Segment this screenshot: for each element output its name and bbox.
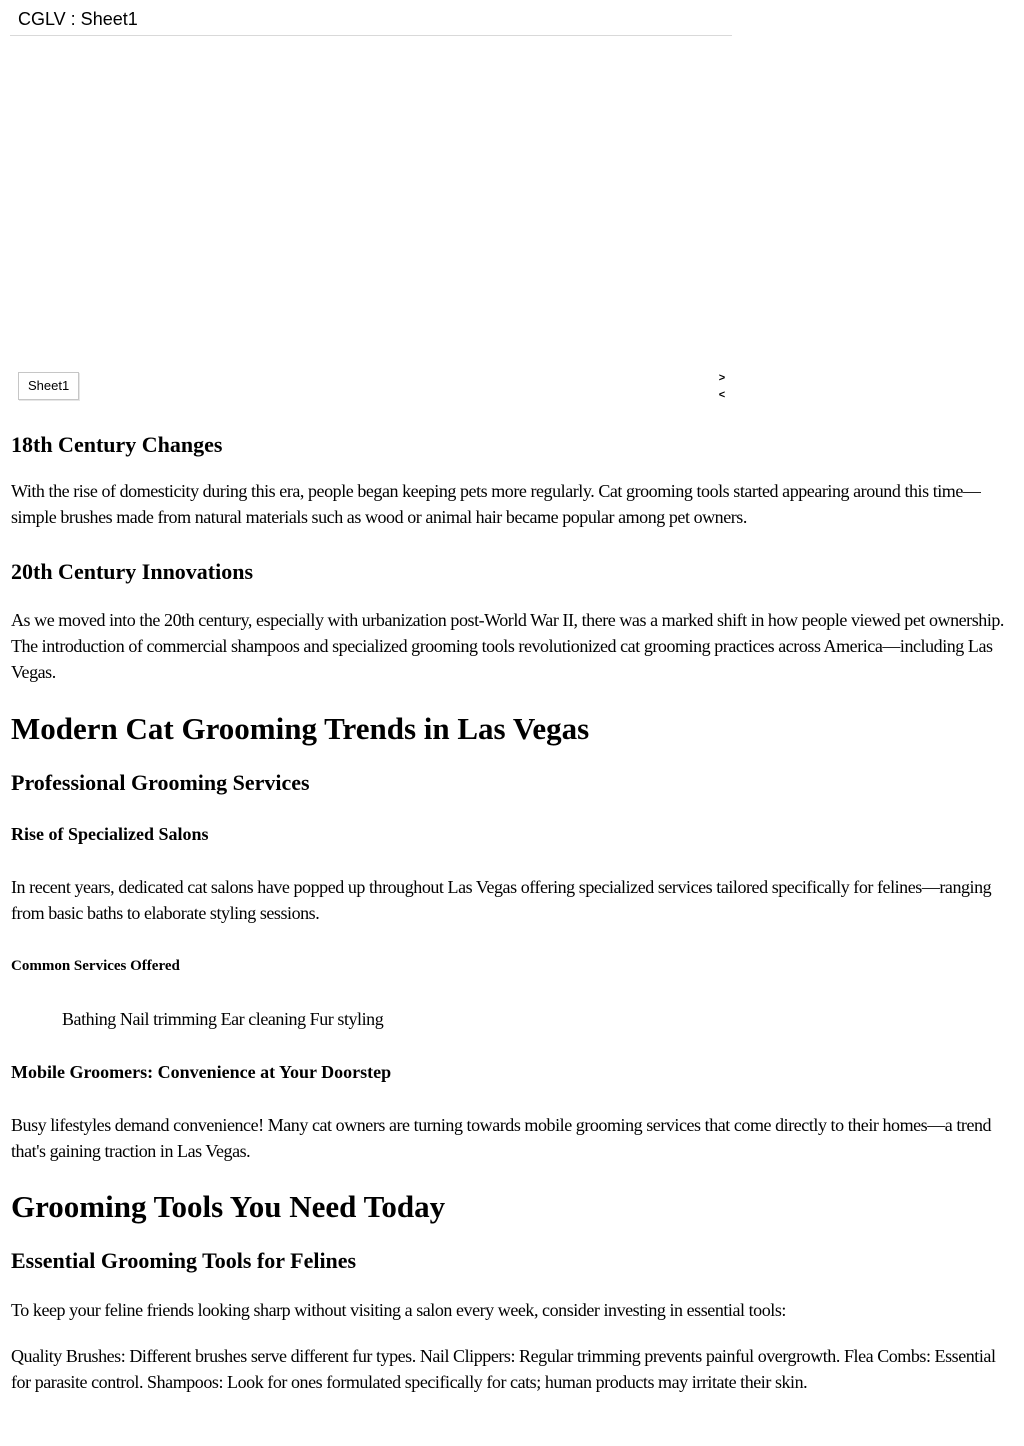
heading-modern-trends: Modern Cat Grooming Trends in Las Vegas (11, 711, 590, 746)
list-services-offered: Bathing Nail trimming Ear cleaning Fur styling (62, 1009, 384, 1029)
article-body (11, 428, 1014, 1395)
tab-scroll-prev-icon[interactable]: < (718, 389, 726, 401)
tab-scroll-next-icon[interactable]: > (718, 372, 726, 384)
heading-20th-century: 20th Century Innovations (11, 559, 254, 584)
paragraph-20th-century: As we moved into the 20th century, especially with urbanization post-World War II, there was a marked shift in how people viewed pet ownership. The introduction of commercial shampoos and specialized grooming tools revolutionized cat grooming practices across America—including Las Vegas. (11, 610, 1004, 682)
heading-specialized-salons: Rise of Specialized Salons (11, 824, 209, 844)
sheet-tab-bar (10, 368, 732, 404)
paragraph-18th-century: With the rise of domesticity during this era, people began keeping pets more regularly. Cat grooming tools started appearing around this time—simple brushes made from natural materials such as wood or animal hair became popular among pet owners. (11, 481, 981, 527)
heading-common-services: Common Services Offered (11, 958, 180, 974)
heading-mobile-groomers: Mobile Groomers: Convenience at Your Doorstep (11, 1062, 392, 1082)
sheet-title: CGLV : Sheet1 (10, 4, 732, 36)
spreadsheet-embed-area[interactable] (10, 40, 732, 365)
paragraph-tools-list: Quality Brushes: Different brushes serve different fur types. Nail Clippers: Regular trimming prevents painful overgrowth. Flea Combs: Essential for parasite control. Shampoos: Look for ones formulated specifically for cats; human products may irritate their skin. (11, 1346, 996, 1392)
paragraph-essential-tools: To keep your feline friends looking sharp without visiting a salon every week, consider investing in essential tools: (11, 1300, 786, 1320)
paragraph-specialized-salons: In recent years, dedicated cat salons have popped up throughout Las Vegas offering specialized services tailored specifically for felines—ranging from basic baths to elaborate styling sessions. (11, 877, 992, 923)
heading-18th-century: 18th Century Changes (11, 432, 223, 457)
heading-professional-services: Professional Grooming Services (11, 770, 310, 795)
heading-grooming-tools: Grooming Tools You Need Today (11, 1189, 446, 1224)
heading-essential-tools: Essential Grooming Tools for Felines (11, 1248, 357, 1273)
sheet-tab-sheet1[interactable]: Sheet1 (18, 372, 79, 400)
paragraph-mobile-groomers: Busy lifestyles demand convenience! Many cat owners are turning towards mobile grooming services that come directly to their homes—a trend that's gaining traction in Las Vegas. (11, 1115, 992, 1161)
